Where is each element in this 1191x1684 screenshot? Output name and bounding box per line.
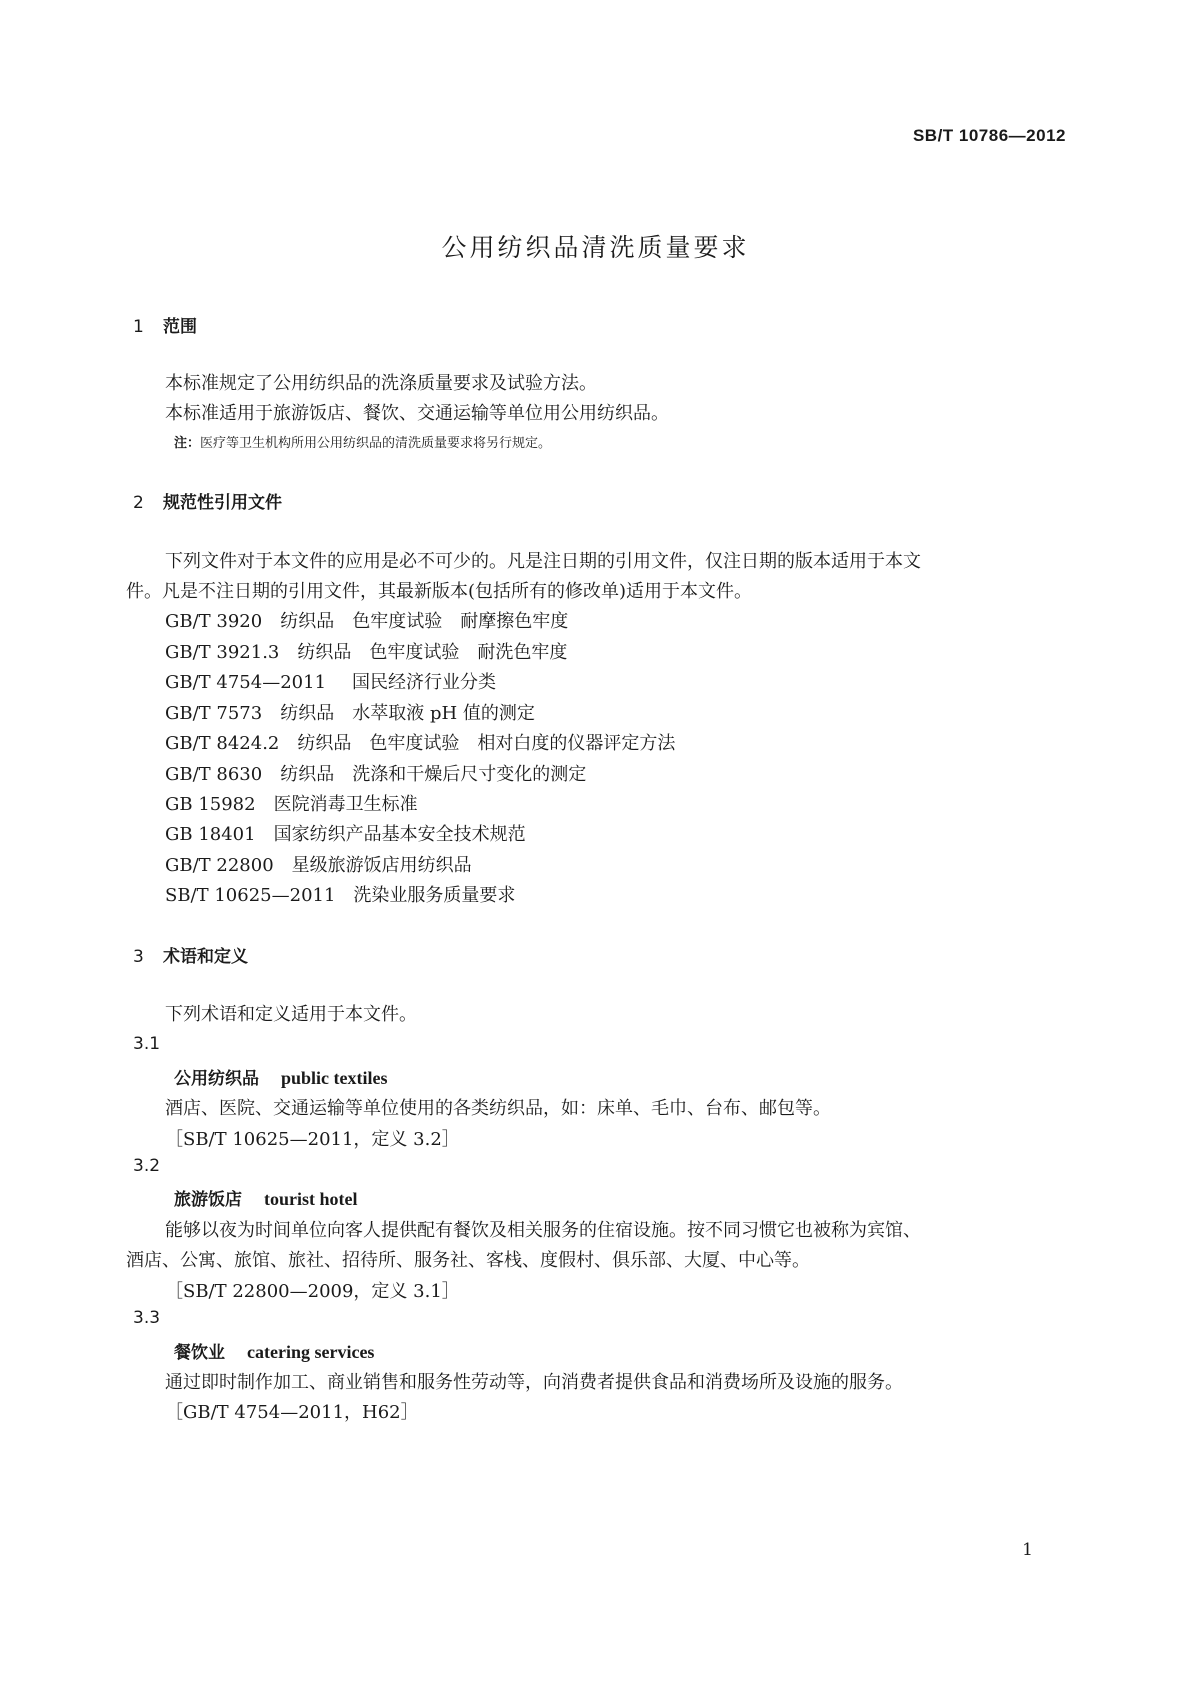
section-heading-normative-references: 2 规范性引用文件 (133, 493, 282, 513)
paragraph: 本标准适用于旅游饭店、餐饮、交通运输等单位用公用纺织品。 (165, 403, 669, 424)
clause-number: 3.1 (133, 1034, 161, 1054)
reference-item: SB/T 10625—2011 洗染业服务质量要求 (165, 885, 516, 906)
term-source: ［GB/T 4754—2011，H62］ (165, 1402, 419, 1423)
note: 注：医疗等卫生机构所用公用纺织品的清洗质量要求将另行规定。 (174, 436, 552, 451)
term-definition: 能够以夜为时间单位向客人提供配有餐饮及相关服务的住宿设施。按不同习惯它也被称为宾馆、 (165, 1220, 921, 1241)
reference-item: GB 18401 国家纺织产品基本安全技术规范 (165, 824, 526, 845)
standard-number: SB/T 10786—2012 (912, 126, 1066, 145)
clause-number: 3.3 (133, 1308, 161, 1328)
paragraph: 下列文件对于本文件的应用是必不可少的。凡是注日期的引用文件，仅注日期的版本适用于本文 (165, 551, 921, 572)
term-definition: 通过即时制作加工、商业销售和服务性劳动等，向消费者提供食品和消费场所及设施的服务。 (165, 1372, 903, 1393)
page-number: 1 (1022, 1540, 1033, 1560)
section-heading-terms-definitions: 3 术语和定义 (133, 947, 248, 967)
paragraph: 下列术语和定义适用于本文件。 (165, 1004, 417, 1025)
reference-item: GB/T 3921.3 纺织品 色牢度试验 耐洗色牢度 (165, 642, 568, 663)
reference-item: GB/T 7573 纺织品 水萃取液 pH 值的测定 (165, 703, 535, 724)
term-source: ［SB/T 10625—2011，定义 3.2］ (165, 1129, 460, 1150)
term-source: ［SB/T 22800—2009，定义 3.1］ (165, 1281, 460, 1302)
reference-item: GB/T 3920 纺织品 色牢度试验 耐摩擦色牢度 (165, 611, 569, 632)
document-title: 公用纺织品清洗质量要求 (441, 233, 750, 262)
reference-item: GB/T 4754—2011 国民经济行业分类 (165, 672, 497, 693)
term-definition: 酒店、公寓、旅馆、旅社、招待所、服务社、客栈、度假村、俱乐部、大厦、中心等。 (126, 1250, 810, 1271)
term-heading: 公用纺织品 public textiles (174, 1068, 388, 1089)
paragraph: 件。凡是不注日期的引用文件，其最新版本(包括所有的修改单)适用于本文件。 (126, 581, 753, 602)
reference-item: GB/T 8630 纺织品 洗涤和干燥后尺寸变化的测定 (165, 764, 587, 785)
reference-item: GB/T 22800 星级旅游饭店用纺织品 (165, 855, 472, 876)
clause-number: 3.2 (133, 1156, 161, 1176)
paragraph: 本标准规定了公用纺织品的洗涤质量要求及试验方法。 (165, 373, 597, 394)
reference-item: GB 15982 医院消毒卫生标准 (165, 794, 418, 815)
term-heading: 餐饮业 catering services (174, 1342, 375, 1363)
term-heading: 旅游饭店 tourist hotel (174, 1189, 358, 1210)
reference-item: GB/T 8424.2 纺织品 色牢度试验 相对白度的仪器评定方法 (165, 733, 676, 754)
section-heading-scope: 1 范围 (133, 317, 197, 337)
term-definition: 酒店、医院、交通运输等单位使用的各类纺织品，如：床单、毛巾、台布、邮包等。 (165, 1098, 831, 1119)
